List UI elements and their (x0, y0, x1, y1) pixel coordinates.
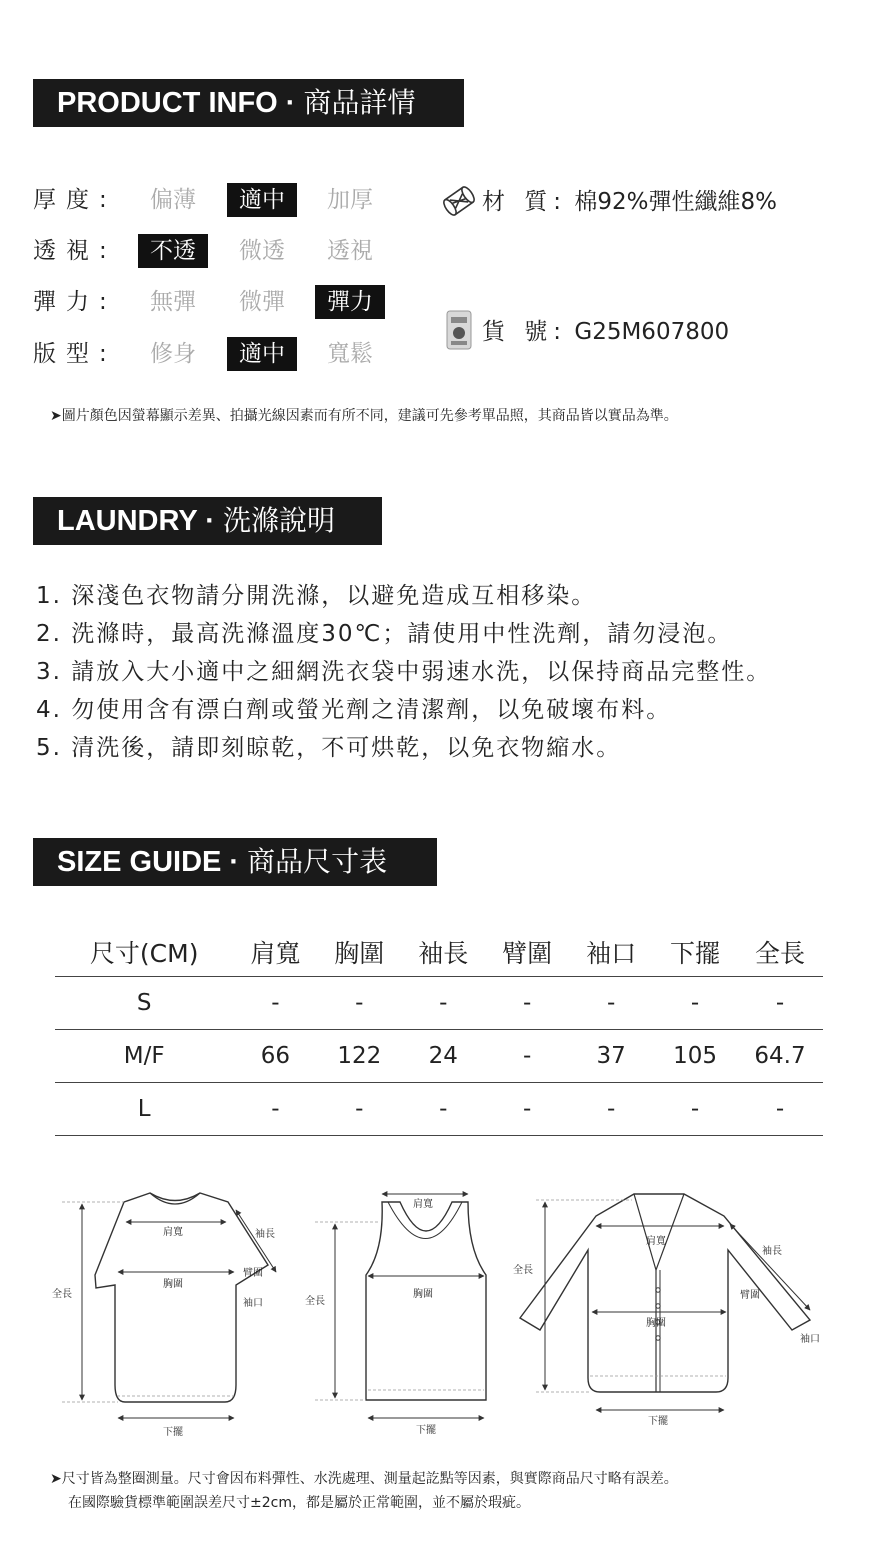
heading-sep: · (285, 87, 296, 119)
size-disclaimer-line1: ➤尺寸皆為整圈測量。尺寸會因布料彈性、水洗處理、測量起訖點等因素，與實際商品尺寸略有誤差。 (50, 1471, 678, 1487)
table-cell: - (485, 977, 569, 1030)
laundry-item: 1. 深淺色衣物請分開洗滌，以避免造成互相移染。 (36, 583, 597, 609)
label-hem: 下擺 (648, 1416, 668, 1427)
measurement-diagrams (0, 1180, 875, 1440)
heading-sep: · (229, 846, 240, 878)
heading-zh: 洗滌說明 (222, 504, 335, 537)
col-header-length: 全長 (737, 928, 823, 977)
label-cuff: 袖口 (243, 1298, 263, 1309)
sku-value: G25M607800 (574, 319, 730, 345)
cardigan-diagram (513, 1194, 820, 1427)
col-header-arm: 臂圍 (485, 928, 569, 977)
attribute-label: 厚度: (33, 187, 117, 213)
label-sleeve: 袖長 (762, 1246, 782, 1257)
col-header-size: 尺寸(CM) (55, 928, 233, 977)
attribute-label: 透視: (33, 238, 117, 264)
size-table-header (55, 928, 823, 977)
label-arm: 臂圍 (243, 1268, 263, 1279)
product-info-heading (33, 79, 464, 127)
option-slim: 修身 (150, 341, 196, 367)
option-stretch-selected: 彈力 (315, 285, 385, 319)
table-cell: - (401, 977, 485, 1030)
table-cell: - (653, 1083, 737, 1136)
option-slight-sheer: 微透 (239, 238, 285, 264)
label-sleeve: 袖長 (255, 1229, 275, 1240)
material-label: 材 質: (482, 189, 568, 215)
heading-zh: 商品詳情 (303, 86, 416, 119)
heading-sep: · (205, 505, 215, 537)
size-table (55, 928, 823, 1136)
attribute-label: 版型: (33, 341, 117, 367)
table-cell: - (233, 977, 317, 1030)
heading-en: LAUNDRY (57, 505, 198, 537)
table-cell: - (401, 1083, 485, 1136)
table-cell: 66 (233, 1030, 317, 1083)
tank-diagram (305, 1194, 486, 1436)
table-cell: 105 (653, 1030, 737, 1083)
option-loose: 寬鬆 (327, 341, 373, 367)
table-cell: - (485, 1083, 569, 1136)
table-cell: - (569, 977, 653, 1030)
col-header-shoulder: 肩寬 (233, 928, 317, 977)
label-hem: 下擺 (416, 1425, 436, 1436)
col-header-sleeve: 袖長 (401, 928, 485, 977)
option-sheer: 透視 (327, 238, 373, 264)
col-header-hem: 下擺 (653, 928, 737, 977)
color-disclaimer: ➤圖片顏色因螢幕顯示差異、拍攝光線因素而有所不同，建議可先參考單品照，其商品皆以實品為準。 (50, 408, 678, 424)
col-header-cuff: 袖口 (569, 928, 653, 977)
label-chest: 胸圍 (413, 1289, 433, 1300)
table-cell: S (55, 977, 233, 1030)
sku-label: 貨 號: (482, 319, 568, 345)
option-thick: 加厚 (327, 187, 373, 213)
label-length: 全長 (513, 1265, 533, 1276)
label-length: 全長 (52, 1289, 72, 1300)
option-medium-selected: 適中 (227, 183, 297, 217)
price-tag-icon (445, 309, 473, 351)
laundry-heading (33, 497, 382, 545)
size-guide-heading (33, 838, 437, 886)
option-thin: 偏薄 (150, 187, 196, 213)
table-cell: 24 (401, 1030, 485, 1083)
heading-zh: 商品尺寸表 (247, 845, 388, 878)
heading-en: SIZE GUIDE (57, 846, 222, 878)
laundry-instructions (36, 577, 771, 767)
table-cell: - (317, 1083, 401, 1136)
label-length: 全長 (305, 1296, 325, 1307)
laundry-item: 2. 洗滌時，最高洗滌溫度30℃；請使用中性洗劑，請勿浸泡。 (36, 621, 733, 647)
table-cell: - (317, 977, 401, 1030)
laundry-item: 5. 清洗後，請即刻晾乾，不可烘乾，以免衣物縮水。 (36, 735, 622, 761)
label-chest: 胸圍 (646, 1318, 666, 1329)
table-cell: - (485, 1030, 569, 1083)
label-shoulder: 肩寬 (413, 1199, 433, 1210)
col-header-chest: 胸圍 (317, 928, 401, 977)
label-shoulder: 肩寬 (646, 1236, 666, 1247)
label-hem: 下擺 (163, 1427, 183, 1438)
option-regular-selected: 適中 (227, 337, 297, 371)
laundry-item: 4. 勿使用含有漂白劑或螢光劑之清潔劑，以免破壞布料。 (36, 697, 672, 723)
option-opaque-selected: 不透 (138, 234, 208, 268)
tshirt-diagram (52, 1193, 276, 1438)
table-cell: - (233, 1083, 317, 1136)
label-chest: 胸圍 (163, 1279, 183, 1290)
table-cell: - (569, 1083, 653, 1136)
attribute-label: 彈力: (33, 289, 117, 315)
material-value: 棉92%彈性纖維8% (574, 189, 777, 215)
laundry-item: 3. 請放入大小適中之細網洗衣袋中弱速水洗，以保持商品完整性。 (36, 659, 772, 685)
table-cell: M/F (55, 1030, 233, 1083)
table-cell: 64.7 (737, 1030, 823, 1083)
table-row (55, 1083, 823, 1136)
label-arm: 臂圍 (740, 1290, 760, 1301)
size-disclaimer-line2: 在國際驗貨標準範圍誤差尺寸±2cm，都是屬於正常範圍，並不屬於瑕疵。 (68, 1495, 530, 1511)
table-row (55, 977, 823, 1030)
heading-en: PRODUCT INFO (57, 87, 278, 119)
table-cell: 122 (317, 1030, 401, 1083)
option-slight-stretch: 微彈 (239, 289, 285, 315)
table-cell: - (737, 977, 823, 1030)
table-cell: - (737, 1083, 823, 1136)
label-cuff: 袖口 (800, 1334, 820, 1345)
sku-field (482, 313, 729, 346)
thread-spool-icon (441, 186, 477, 216)
label-shoulder: 肩寬 (163, 1227, 183, 1238)
table-cell: - (653, 977, 737, 1030)
table-row (55, 1030, 823, 1083)
table-cell: L (55, 1083, 233, 1136)
option-no-stretch: 無彈 (150, 289, 196, 315)
material-field (482, 183, 777, 216)
table-cell: 37 (569, 1030, 653, 1083)
